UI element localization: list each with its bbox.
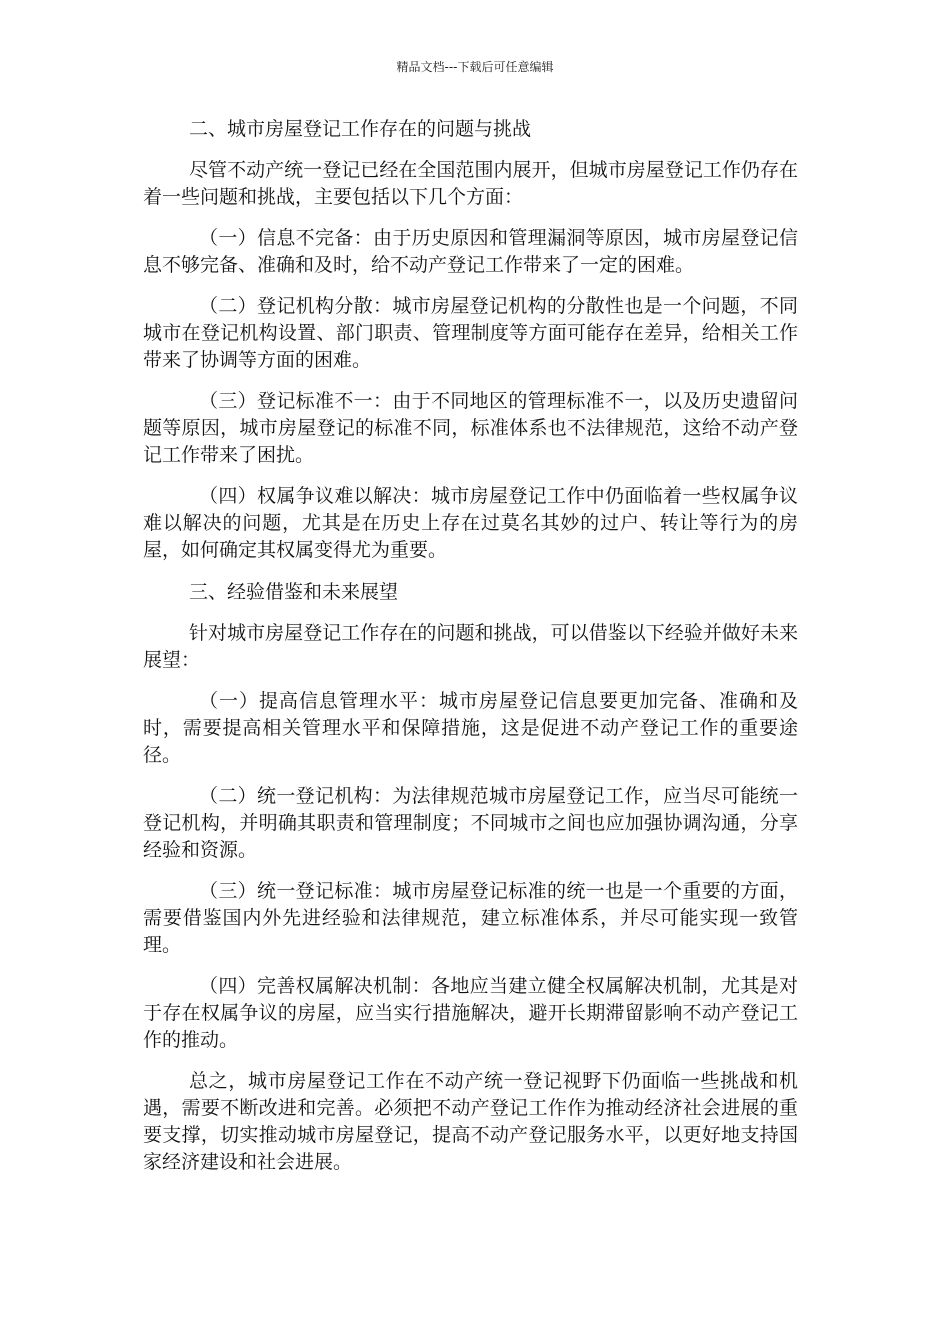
section-3-heading: 三、经验借鉴和未来展望 bbox=[189, 581, 399, 603]
section-3-item-2: （二）统一登记机构：为法律规范城市房屋登记工作，应当尽可能统一登记机构，并明确其职责和管理制度；不同城市之间也应加强协调沟通，分享经验和资源。 bbox=[143, 785, 798, 861]
section-3-item-1: （一）提高信息管理水平：城市房屋登记信息要更加完备、准确和及时，需要提高相关管理水平和保障措施，这是促进不动产登记工作的重要途径。 bbox=[143, 690, 798, 766]
section-2-intro: 尽管不动产统一登记已经在全国范围内展开，但城市房屋登记工作仍存在着一些问题和挑战，主要包括以下几个方面： bbox=[143, 159, 798, 208]
section-2-item-2: （二）登记机构分散：城市房屋登记机构的分散性也是一个问题，不同城市在登记机构设置、部门职责、管理制度等方面可能存在差异，给相关工作带来了协调等方面的困难。 bbox=[143, 295, 798, 371]
section-2-item-4: （四）权属争议难以解决：城市房屋登记工作中仍面临着一些权属争议难以解决的问题，尤其是在历史上存在过莫名其妙的过户、转让等行为的房屋，如何确定其权属变得尤为重要。 bbox=[143, 485, 798, 561]
section-2-item-3: （三）登记标准不一：由于不同地区的管理标准不一，以及历史遗留问题等原因，城市房屋登记的标准不同，标准体系也不法律规范，这给不动产登记工作带来了困扰。 bbox=[143, 390, 798, 466]
page-header-watermark: 精品文档---下载后可任意编辑 bbox=[396, 60, 554, 74]
conclusion-paragraph: 总之，城市房屋登记工作在不动产统一登记视野下仍面临一些挑战和机遇，需要不断改进和完善。必须把不动产登记工作作为推动经济社会进展的重要支撑，切实推动城市房屋登记，提高不动产登记服务水平，以更好地支持国家经济建设和社会进展。 bbox=[143, 1070, 798, 1173]
section-2-item-1: （一）信息不完备：由于历史原因和管理漏洞等原因，城市房屋登记信息不够完备、准确和及时，给不动产登记工作带来了一定的困难。 bbox=[143, 227, 798, 276]
section-3-item-3: （三）统一登记标准：城市房屋登记标准的统一也是一个重要的方面，需要借鉴国内外先进经验和法律规范，建立标准体系，并尽可能实现一致管理。 bbox=[143, 880, 798, 956]
section-2-heading: 二、城市房屋登记工作存在的问题与挑战 bbox=[189, 118, 532, 140]
section-3-intro: 针对城市房屋登记工作存在的问题和挑战，可以借鉴以下经验并做好未来展望： bbox=[143, 622, 798, 671]
document-body bbox=[143, 115, 798, 1190]
section-3-item-4: （四）完善权属解决机制：各地应当建立健全权属解决机制，尤其是对于存在权属争议的房屋，应当实行措施解决，避开长期滞留影响不动产登记工作的推动。 bbox=[143, 975, 798, 1051]
